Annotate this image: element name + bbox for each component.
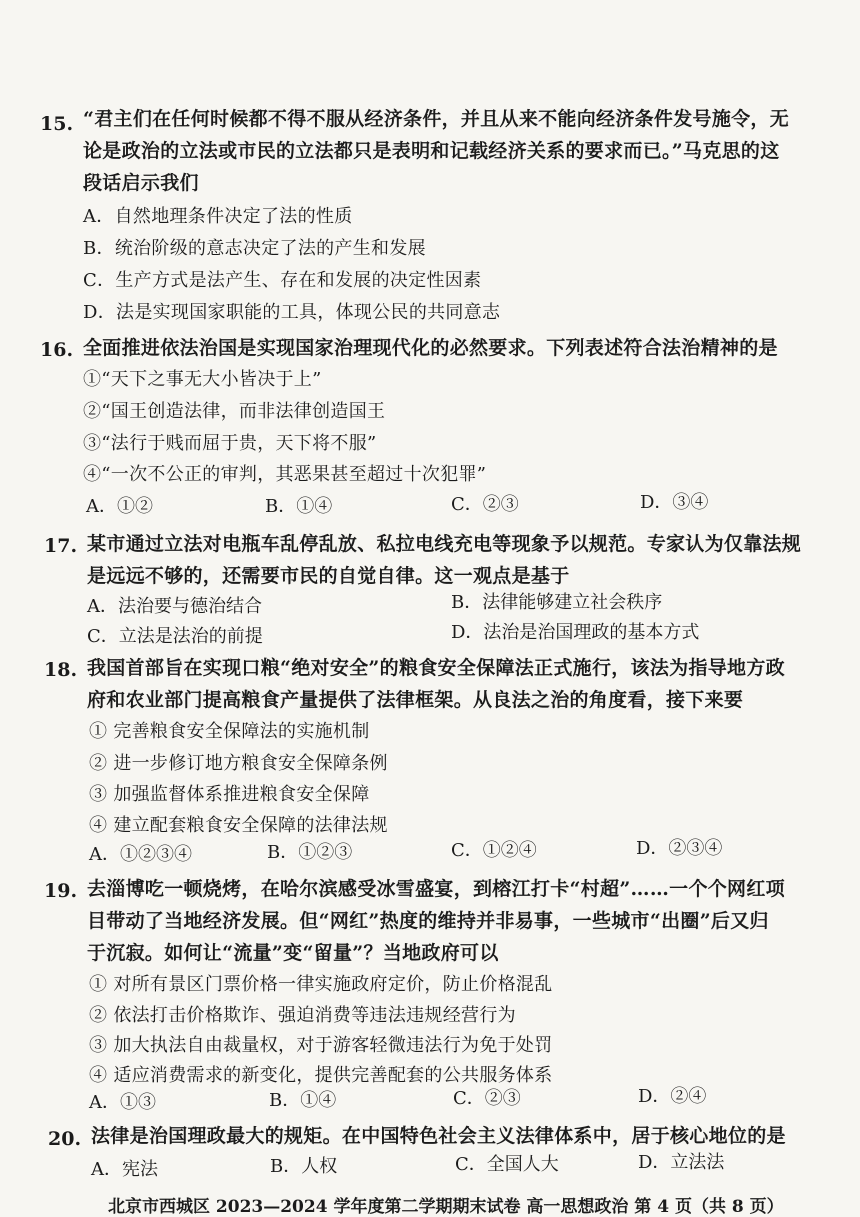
question-number: 20. (48, 1128, 82, 1150)
statement-4: ④ 适应消费需求的新变化，提供完善配套的公共服务体系 (89, 1065, 553, 1086)
option-b: B．①④ (269, 1090, 337, 1111)
question-number: 17. (44, 535, 78, 557)
question-stem-line: 论是政治的立法或市民的立法都只是表明和记载经济关系的要求而已。”马克思的这 (83, 140, 780, 162)
statement-4: ④“一次不公正的审判，其恶果甚至超过十次犯罪” (83, 464, 487, 485)
option-a: A．①③ (89, 1092, 156, 1113)
statement-4: ④ 建立配套粮食安全保障的法律法规 (89, 815, 388, 836)
question-number: 19. (44, 880, 78, 902)
question-number: 15. (40, 113, 74, 135)
option-a: A．①②③④ (89, 844, 192, 865)
question-stem-line: 于沉寂。如何让“流量”变“留量”？当地政府可以 (87, 942, 499, 964)
question-stem-line: 目带动了当地经济发展。但“网红”热度的维持并非易事，一些城市“出圈”后又归 (87, 910, 769, 932)
question-number: 18. (44, 659, 78, 681)
option-a: A．①② (86, 496, 153, 517)
question-number: 16. (40, 339, 74, 361)
option-d: D．③④ (640, 492, 709, 513)
option-a: A．宪法 (91, 1159, 158, 1180)
question-stem-line: 全面推进依法治国是实现国家治理现代化的必然要求。下列表述符合法治精神的是 (83, 337, 778, 359)
option-b: B．①④ (265, 496, 333, 517)
question-stem-line: 我国首部旨在实现口粮“绝对安全”的粮食安全保障法正式施行，该法为指导地方政 (87, 657, 785, 679)
question-stem-line: 是远远不够的，还需要市民的自觉自律。这一观点是基于 (87, 565, 570, 587)
option-b: B．法律能够建立社会秩序 (451, 592, 663, 613)
option-c: C．②③ (453, 1088, 521, 1109)
question-stem-line: 某市通过立法对电瓶车乱停乱放、私拉电线充电等现象予以规范。专家认为仅靠法规 (87, 533, 802, 555)
question-stem-line: 法律是治国理政最大的规矩。在中国特色社会主义法律体系中，居于核心地位的是 (91, 1125, 786, 1147)
option-d: D．②③④ (636, 838, 723, 859)
option-b: B．①②③ (267, 842, 353, 863)
statement-2: ②“国王创造法律，而非法律创造国王 (83, 401, 386, 422)
option-c: C．②③ (451, 494, 519, 515)
statement-3: ③ 加强监督体系推进粮食安全保障 (89, 784, 370, 805)
option-b: B．统治阶级的意志决定了法的产生和发展 (83, 238, 426, 259)
option-c: C．立法是法治的前提 (87, 626, 263, 647)
statement-3: ③ 加大执法自由裁量权，对于游客轻微违法行为免于处罚 (89, 1035, 553, 1056)
option-c: C．生产方式是法产生、存在和发展的决定性因素 (83, 270, 482, 291)
option-b: B．人权 (270, 1156, 338, 1177)
statement-1: ① 对所有景区门票价格一律实施政府定价，防止价格混乱 (89, 974, 553, 995)
question-stem-line: 段话启示我们 (83, 172, 199, 194)
statement-3: ③“法行于贱而屈于贵，天下将不服” (83, 433, 377, 454)
option-d: D．②④ (638, 1086, 707, 1107)
option-d: D．法是实现国家职能的工具，体现公民的共同意志 (83, 302, 501, 323)
statement-1: ①“天下之事无大小皆决于上” (83, 369, 322, 390)
statement-2: ② 进一步修订地方粮食安全保障条例 (89, 753, 388, 774)
question-stem-line: 去淄博吃一顿烧烤，在哈尔滨感受冰雪盛宴，到榕江打卡“村超”……一个个网红项 (87, 878, 785, 900)
option-c: C．①②④ (451, 840, 537, 861)
option-c: C．全国人大 (455, 1154, 559, 1175)
question-stem-line: “君主们在任何时候都不得不服从经济条件，并且从来不能向经济条件发号施令，无 (83, 108, 790, 130)
option-a: A．法治要与德治结合 (87, 596, 262, 617)
statement-1: ① 完善粮食安全保障法的实施机制 (89, 721, 370, 742)
option-a: A．自然地理条件决定了法的性质 (83, 206, 353, 227)
option-d: D．法治是治国理政的基本方式 (451, 622, 700, 643)
statement-2: ② 依法打击价格欺诈、强迫消费等违法违规经营行为 (89, 1005, 516, 1026)
question-stem-line: 府和农业部门提高粮食产量提供了法律框架。从良法之治的角度看，接下来要 (87, 689, 744, 711)
page-footer: 北京市西城区 2023—2024 学年度第二学期期末试卷 高一思想政治 第 4 页（共 8 页） (108, 1197, 784, 1217)
option-d: D．立法法 (638, 1152, 725, 1173)
